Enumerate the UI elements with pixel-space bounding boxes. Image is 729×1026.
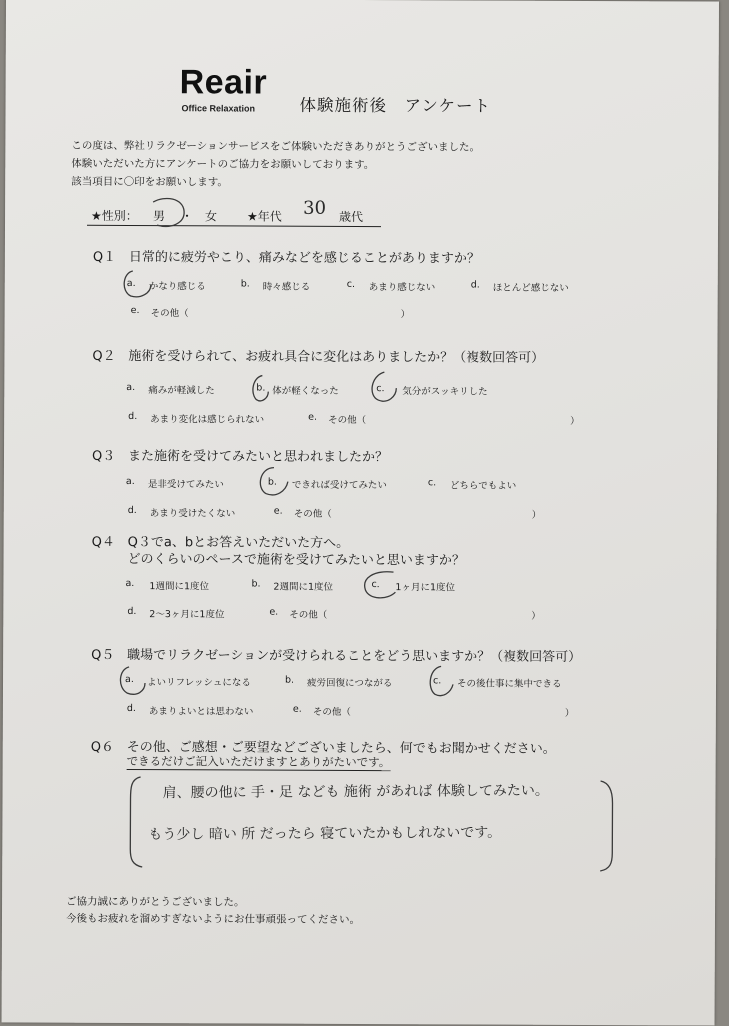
q6-handwritten-line-2: もう少し 暗い 所 だったら 寝ていたかもしれないです。 xyxy=(148,824,502,843)
q1-option-e[interactable]: その他（ xyxy=(150,308,189,320)
q1-text: 日常的に疲労やこり、痛みなどを感じることがありますか？ xyxy=(128,249,480,267)
q1-option-c-letter[interactable]: c. xyxy=(346,278,356,290)
circle-mark-q4-c xyxy=(365,572,396,598)
gender-label: ★性別： xyxy=(91,208,138,224)
intro-line-1: この度は、弊社リラクゼーションサービスをご体験いただきありがとうございました。 xyxy=(71,139,481,154)
q1-option-b[interactable]: 時々感じる xyxy=(262,281,311,293)
q4-option-e-letter[interactable]: e. xyxy=(269,606,279,618)
circle-mark-q3-b xyxy=(260,468,288,495)
q2-option-c-letter[interactable]: c. xyxy=(376,383,385,395)
circle-mark-q2-c xyxy=(372,372,396,401)
q4-option-c-letter[interactable]: c. xyxy=(371,579,380,591)
q2-option-a[interactable]: 痛みが軽減した xyxy=(148,385,215,397)
q2-option-d[interactable]: あまり変化は感じられない xyxy=(150,414,265,426)
q1-option-d-letter[interactable]: d. xyxy=(470,279,480,291)
q6-number: Q６ xyxy=(90,739,115,755)
age-label: ★年代 xyxy=(247,209,282,224)
q2-option-b-letter[interactable]: b. xyxy=(256,382,266,394)
q5-option-b[interactable]: 疲労回復につながる xyxy=(306,677,393,690)
gender-male[interactable]: 男 xyxy=(153,209,166,224)
q2-option-d-letter[interactable]: d. xyxy=(128,410,138,423)
q1-option-e-close: ） xyxy=(400,309,411,321)
right-bracket-mark xyxy=(600,781,612,871)
q1-number: Q１ xyxy=(92,249,117,265)
q3-option-a[interactable]: 是非受けてみたい xyxy=(147,479,224,491)
q1-option-e-letter[interactable]: e. xyxy=(130,304,140,317)
q5-option-a-letter[interactable]: a. xyxy=(125,673,134,686)
q5-option-b-letter[interactable]: b. xyxy=(285,674,295,686)
q1-option-d[interactable]: ほとんど感じない xyxy=(492,282,569,294)
q1-option-b-letter[interactable]: b. xyxy=(240,278,250,290)
q5-option-c-letter[interactable]: c. xyxy=(433,675,442,687)
intro-line-2: 体験いただいた方にアンケートのご協力をお願いしております。 xyxy=(71,157,375,172)
circle-mark-male xyxy=(153,198,184,226)
footer-line-2: 今後もお疲れを溜めすぎないようにお仕事頑張ってください。 xyxy=(65,912,361,926)
q3-option-d-letter[interactable]: d. xyxy=(127,504,137,517)
intro-line-3: 該当項目に〇印をお願いします。 xyxy=(71,175,228,189)
footer-line-1: ご協力誠にありがとうございました。 xyxy=(66,895,245,909)
q6-text-2: できるだけご記入いただけますとありがたいです。 xyxy=(126,753,391,770)
q5-option-e-close: ） xyxy=(564,707,575,719)
circle-mark-q1-a xyxy=(124,271,151,297)
q5-option-e-letter[interactable]: e. xyxy=(292,703,302,715)
page-title: 体験施術後 アンケート xyxy=(299,95,492,116)
age-value-handwritten[interactable]: 30 xyxy=(303,197,327,219)
q5-option-d-letter[interactable]: d. xyxy=(126,702,136,715)
age-suffix: 歳代 xyxy=(339,209,364,225)
q2-option-e[interactable]: その他（ xyxy=(328,414,367,427)
left-bracket-mark xyxy=(130,777,142,867)
q2-option-e-close: ） xyxy=(570,415,580,427)
gender-dot: ・ xyxy=(181,209,194,224)
circle-mark-q5-c xyxy=(430,666,453,695)
q6-handwritten-line-1: 肩、腰の他に 手・足 なども 施術 があれば 体験してみたい。 xyxy=(162,782,549,802)
q4-option-b-letter[interactable]: b. xyxy=(251,578,261,590)
q2-number: Q２ xyxy=(92,348,116,364)
circle-mark-q5-a xyxy=(120,667,145,694)
logo-subtitle: Office Relaxation xyxy=(181,103,256,114)
q4-option-c[interactable]: 1ヶ月に1度位 xyxy=(395,582,456,594)
q5-number: Q５ xyxy=(91,647,115,663)
q2-option-b[interactable]: 体が軽くなった xyxy=(272,385,339,397)
q3-option-d[interactable]: あまり受けたくない xyxy=(149,508,236,520)
circle-mark-q2-b xyxy=(253,376,268,401)
q3-option-c[interactable]: どちらでもよい xyxy=(449,480,517,492)
q4-option-a-letter[interactable]: a. xyxy=(125,577,135,590)
q5-option-d[interactable]: あまりよいとは思わない xyxy=(148,706,254,718)
q4-option-e-close: ） xyxy=(531,610,541,622)
q4-text-2: どのくらいのペースで施術を受けてみたいと思いますか？ xyxy=(127,551,465,569)
survey-paper xyxy=(2,0,719,1026)
q3-option-e[interactable]: その他（ xyxy=(293,508,332,520)
q3-option-b[interactable]: できれば受けてみたい xyxy=(291,479,387,492)
q3-option-c-letter[interactable]: c. xyxy=(427,477,437,489)
q1-option-a-letter[interactable]: a. xyxy=(126,277,136,290)
q3-option-e-close: ） xyxy=(531,509,542,521)
q4-option-d[interactable]: 2～3ヶ月に1度位 xyxy=(149,609,225,621)
q4-option-a[interactable]: 1週間に1度位 xyxy=(149,581,210,593)
handwritten-marks xyxy=(2,0,719,1026)
q6-text: その他、ご感想・ご要望などございましたら、何でもお聞かせください。 xyxy=(126,739,556,757)
q3-text: また施術を受けてみたいと思われましたか？ xyxy=(127,448,389,466)
logo-text: Reair xyxy=(179,63,268,102)
q5-text: 職場でリラクゼーションが受けられることをどう思いますか？（複数回答可） xyxy=(127,647,582,665)
q1-option-c[interactable]: あまり感じない xyxy=(368,282,436,294)
q4-option-d-letter[interactable]: d. xyxy=(127,605,137,618)
gender-female[interactable]: 女 xyxy=(205,209,218,224)
q3-option-b-letter[interactable]: b. xyxy=(267,476,277,488)
q4-option-b[interactable]: 2週間に1度位 xyxy=(273,581,334,593)
q4-option-e[interactable]: その他（ xyxy=(289,609,328,621)
q5-option-a[interactable]: よいリフレッシュになる xyxy=(146,677,251,689)
q2-option-e-letter[interactable]: e. xyxy=(308,411,318,423)
q4-text: Q３でa、bとお答えいただいた方へ。 xyxy=(127,534,350,551)
q5-option-c[interactable]: その後仕事に集中できる xyxy=(456,678,562,690)
q2-option-c[interactable]: 気分がスッキリした xyxy=(402,386,488,398)
q4-number: Q４ xyxy=(91,534,115,550)
q2-option-a-letter[interactable]: a. xyxy=(126,381,136,394)
q3-option-a-letter[interactable]: a. xyxy=(125,475,135,488)
q5-option-e[interactable]: その他（ xyxy=(312,706,351,718)
q1-option-a[interactable]: かなり感じる xyxy=(148,281,206,293)
q2-text: 施術を受けられて、お疲れ具合に変化はありましたか？（複数回答可） xyxy=(128,348,545,366)
q3-number: Q３ xyxy=(91,448,116,464)
q3-option-e-letter[interactable]: e. xyxy=(273,505,283,517)
